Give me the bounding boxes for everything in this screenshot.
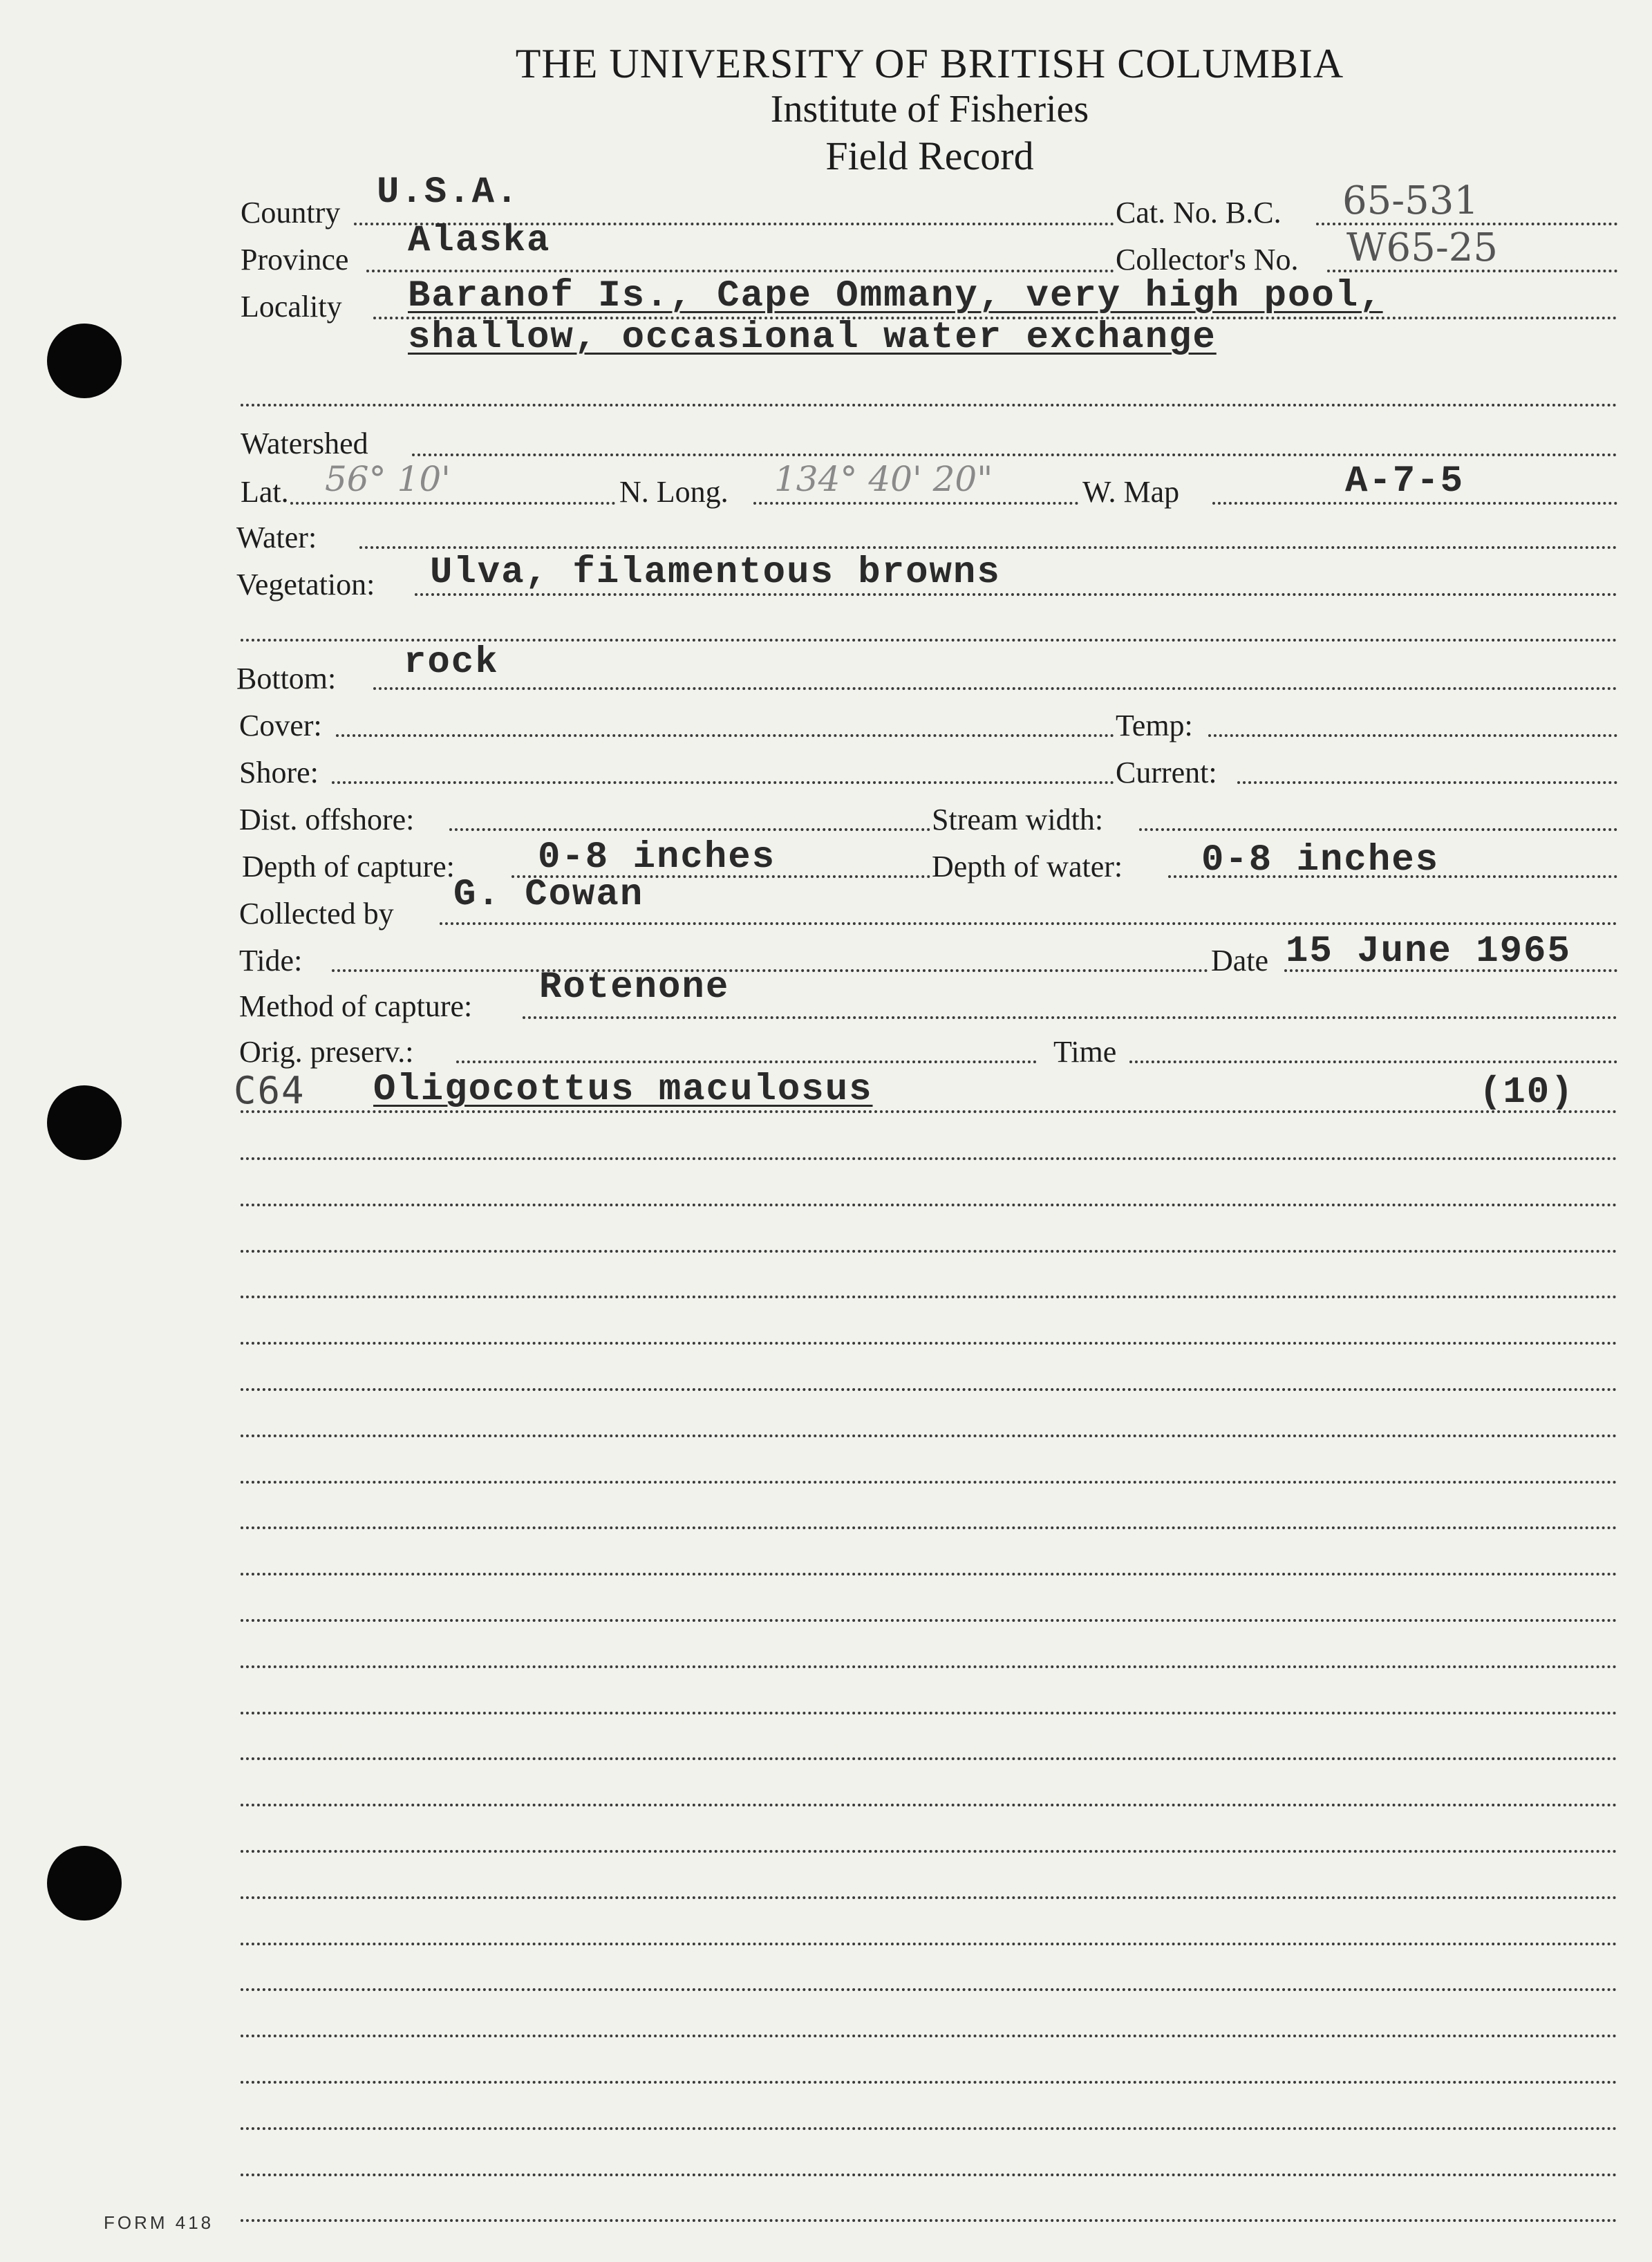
punch-hole-top: [47, 324, 122, 398]
line-stream-width: [1139, 828, 1617, 832]
line-water: [359, 546, 1617, 550]
value-depth-capture: 0-8 inches: [538, 836, 776, 879]
form-number: FORM 418: [104, 2212, 214, 2233]
blank-line: [241, 2127, 1617, 2131]
line-method: [523, 1016, 1617, 1020]
value-method: Rotenone: [539, 966, 730, 1009]
value-map: A-7-5: [1345, 460, 1465, 503]
line-time: [1129, 1060, 1617, 1065]
value-locality-1: Baranof Is., Cape Ommany, very high pool,: [408, 275, 1383, 317]
label-n-long: N. Long.: [619, 475, 729, 509]
blank-line: [241, 2219, 1617, 2223]
value-collected-by: G. Cowan: [453, 874, 644, 916]
blank-line: [241, 1388, 1617, 1392]
label-orig-preserv: Orig. preserv.:: [239, 1035, 414, 1069]
line-long: [753, 502, 1078, 506]
line-temp: [1208, 734, 1617, 738]
value-long: 134° 40' 20": [774, 459, 993, 499]
value-locality-2: shallow, occasional water exchange: [408, 317, 1217, 359]
label-vegetation: Vegetation:: [236, 568, 375, 601]
blank-line: [241, 1804, 1617, 1808]
line-shore: [332, 781, 1114, 785]
line-watershed: [412, 454, 1617, 458]
line-locality-3: [241, 404, 1617, 408]
value-lat: 56° 10': [325, 459, 451, 499]
label-cat-no: Cat. No. B.C.: [1116, 196, 1282, 230]
blank-line: [241, 1296, 1617, 1300]
blank-line: [241, 1573, 1617, 1577]
specimen-count: (10): [1479, 1072, 1575, 1114]
line-lat: [290, 502, 615, 506]
blank-line: [241, 2081, 1617, 2085]
specimen-code: C64: [234, 1069, 306, 1112]
punch-hole-bottom: [47, 1846, 122, 1920]
value-cat-no: 65-531: [1342, 178, 1479, 223]
label-shore: Shore:: [239, 756, 319, 789]
value-collectors-no: W65-25: [1346, 225, 1498, 270]
label-depth-capture: Depth of capture:: [242, 850, 455, 884]
label-depth-water: Depth of water:: [932, 850, 1123, 884]
line-tide: [332, 969, 1208, 973]
line-current: [1237, 781, 1617, 785]
label-collected-by: Collected by: [239, 897, 394, 931]
blank-line: [241, 1943, 1617, 1947]
form-title: Field Record: [825, 133, 1034, 178]
blank-line: [241, 1204, 1617, 1208]
blank-line: [241, 1434, 1617, 1439]
label-current: Current:: [1116, 756, 1217, 789]
line-province: [366, 270, 1114, 274]
blank-line: [241, 1850, 1617, 1854]
blank-line: [241, 1712, 1617, 1716]
line-dist-offshore: [449, 828, 930, 832]
label-w-map: W. Map: [1082, 475, 1180, 509]
blank-line: [241, 1896, 1617, 1900]
value-province: Alaska: [408, 220, 551, 262]
label-cover: Cover:: [239, 709, 322, 742]
blank-line: [241, 1757, 1617, 1761]
label-dist-offshore: Dist. offshore:: [239, 803, 415, 836]
line-cover: [336, 734, 1114, 738]
institution-title: THE UNIVERSITY OF BRITISH COLUMBIA: [515, 41, 1344, 86]
institute-subtitle: Institute of Fisheries: [770, 88, 1089, 131]
blank-line: [241, 1342, 1617, 1346]
line-collected-by: [440, 922, 1617, 926]
value-country: U.S.A.: [377, 171, 520, 214]
label-water: Water:: [236, 521, 317, 554]
punch-hole-middle: [47, 1085, 122, 1160]
blank-line: [241, 1157, 1617, 1161]
label-tide: Tide:: [239, 944, 303, 978]
label-country: Country: [241, 196, 341, 230]
label-collectors-no: Collector's No.: [1116, 243, 1299, 277]
line-specimen: [241, 1110, 1617, 1114]
label-temp: Temp:: [1116, 709, 1193, 742]
label-province: Province: [241, 243, 349, 277]
value-depth-water: 0-8 inches: [1201, 839, 1440, 881]
blank-line: [241, 2174, 1617, 2178]
blank-line: [241, 1250, 1617, 1254]
line-bottom: [373, 687, 1617, 691]
blank-line: [241, 1619, 1617, 1623]
blank-line: [241, 1481, 1617, 1485]
blank-line: [241, 2035, 1617, 2039]
blank-line: [241, 1988, 1617, 1992]
label-date: Date: [1211, 944, 1269, 978]
line-orig-preserv: [456, 1060, 1037, 1065]
label-method: Method of capture:: [239, 989, 473, 1023]
blank-line: [241, 1526, 1617, 1531]
label-stream-width: Stream width:: [932, 803, 1104, 836]
label-locality: Locality: [241, 290, 342, 324]
value-bottom: rock: [404, 642, 499, 684]
value-vegetation: Ulva, filamentous browns: [430, 552, 1001, 594]
value-date: 15 June 1965: [1286, 931, 1571, 973]
label-watershed: Watershed: [241, 427, 368, 460]
label-time: Time: [1053, 1035, 1117, 1069]
specimen-name: Oligocottus maculosus: [373, 1069, 873, 1111]
label-lat: Lat.: [241, 475, 289, 509]
label-bottom: Bottom:: [236, 662, 337, 695]
blank-line: [241, 1665, 1617, 1670]
